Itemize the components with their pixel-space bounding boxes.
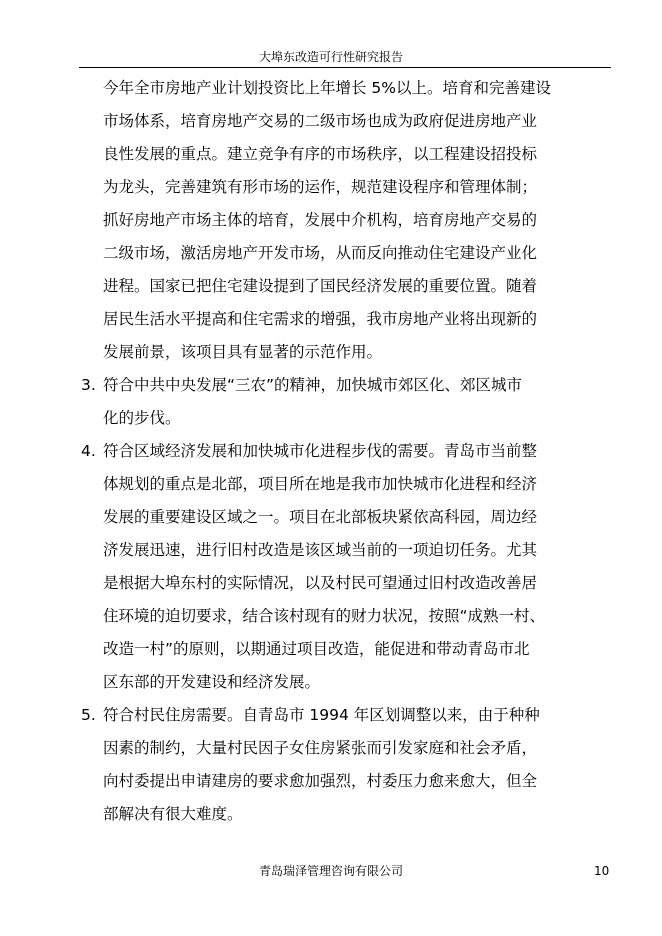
text-line: 符合村民住房需要。自青岛市 1994 年区划调整以来，由于种种 — [103, 706, 540, 724]
list-number: 4. — [81, 442, 96, 460]
text-line: 市场体系，培育房地产交易的二级市场也成为政府促进房地产业 — [103, 112, 538, 130]
text-line: 良性发展的重点。建立竞争有序的市场秩序，以工程建设招投标 — [103, 145, 538, 163]
text-line: 向村委提出申请建房的要求愈加强烈，村委压力愈来愈大，但全 — [103, 772, 538, 790]
text-line: 为龙头，完善建筑有形市场的运作，规范建设程序和管理体制； — [103, 178, 538, 196]
document-body — [81, 72, 621, 831]
text-line: 体规划的重点是北部，项目所在地是我市加快城市化进程和经济 — [103, 475, 538, 493]
header-divider — [79, 67, 611, 68]
footer-company-name: 青岛瑞泽管理咨询有限公司 — [258, 864, 403, 878]
text-line: 住环境的迫切要求，结合该村现有的财力状况，按照“成熟一村、 — [103, 607, 546, 625]
paragraph-continuation — [81, 72, 621, 369]
text-line: 发展的重要建设区域之一。项目在北部板块紧依高科园，周边经 — [103, 508, 538, 526]
text-line: 因素的制约，大量村民因子女住房紧张而引发家庭和社会矛盾， — [103, 739, 538, 757]
text-line: 二级市场，激活房地产开发市场，从而反向推动住宅建设产业化 — [103, 244, 538, 262]
list-item-4 — [81, 435, 621, 699]
text-line: 今年全市房地产业计划投资比上年增长 5%以上。培育和完善建设 — [103, 79, 552, 97]
text-line: 化的步伐。 — [103, 409, 181, 427]
text-line: 发展前景，该项目具有显著的示范作用。 — [103, 343, 383, 361]
text-line: 符合区域经济发展和加快城市化进程步伐的需要。青岛市当前整 — [103, 442, 538, 460]
list-item-5 — [81, 699, 621, 831]
text-line: 区东部的开发建设和经济发展。 — [103, 673, 321, 691]
page-number: 10 — [594, 864, 610, 878]
text-line: 改造一村”的原则，以期通过项目改造，能促进和带动青岛市北 — [103, 640, 530, 658]
text-line: 抓好房地产市场主体的培育，发展中介机构，培育房地产交易的 — [103, 211, 538, 229]
list-item-3 — [81, 369, 621, 435]
text-line: 是根据大埠东村的实际情况，以及村民可望通过旧村改造改善居 — [103, 574, 538, 592]
list-number: 3. — [81, 376, 96, 394]
page-header-title: 大埠东改造可行性研究报告 — [258, 50, 403, 64]
text-line: 济发展迅速，进行旧村改造是该区域当前的一项迫切任务。尤其 — [103, 541, 538, 559]
text-line: 部解决有很大难度。 — [103, 805, 243, 823]
text-line: 符合中共中央发展“三农”的精神，加快城市郊区化、郊区城市 — [103, 376, 523, 394]
text-line: 居民生活水平提高和住宅需求的增强，我市房地产业将出现新的 — [103, 310, 538, 328]
text-line: 进程。国家已把住宅建设提到了国民经济发展的重要位置。随着 — [103, 277, 538, 295]
list-number: 5. — [81, 706, 96, 724]
